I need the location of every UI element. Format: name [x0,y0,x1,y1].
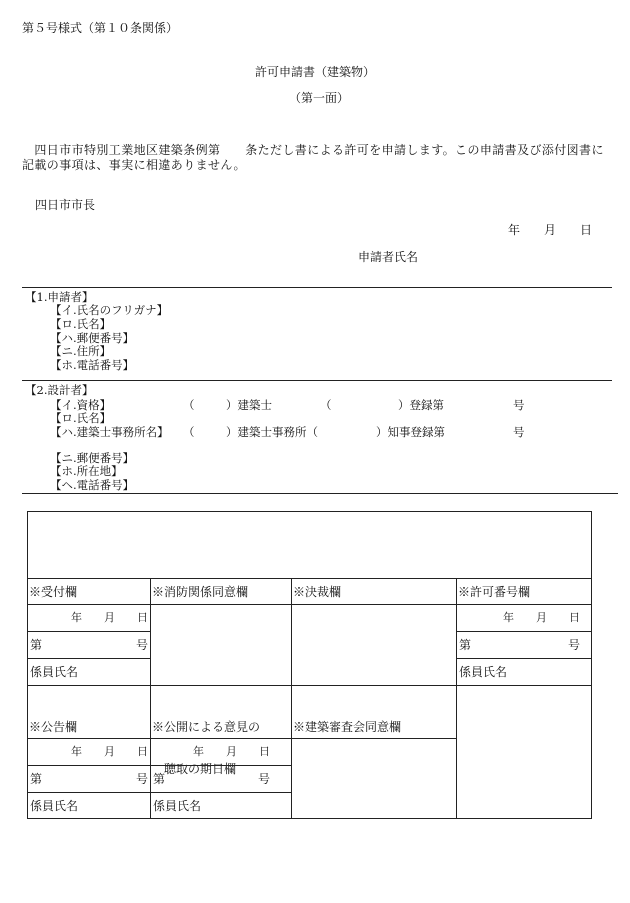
hearing-date-staff: 係員氏名 [150,792,292,819]
public-notice-number [27,765,151,793]
review-board-title: ※建築審査会同意欄 [293,720,402,734]
review-board-header [291,685,457,739]
hearing-date-title-line-2: 聴取の期日欄 [164,762,237,776]
hearing-date-number-suffix: 号 [257,772,270,786]
application-date: 年 月 日 [508,223,593,237]
permit-lower-blank [456,685,592,819]
applicant-heading: 【1.申請者】 [25,290,94,304]
public-notice-staff: 係員氏名 [27,792,151,819]
qualification-kenchikushi: ）建築士 [226,398,272,412]
public-notice-header [27,685,151,739]
office-use-table [27,511,592,819]
applicant-postal-label: 【ハ.郵便番号】 [50,331,135,345]
designer-postal-label: 【ニ.郵便番号】 [50,451,135,465]
fire-consent-field [150,604,292,686]
statement-line-2: 記載の事項は、事実に相違ありません。 [22,158,246,172]
reception-number-suffix: 号 [135,638,148,652]
designer-heading: 【2.設計者】 [25,383,94,397]
decision-header: ※決裁欄 [291,578,457,605]
page-label: （第一面） [289,91,350,105]
applicant-furigana-label: 【イ.氏名のフリガナ】 [50,303,169,317]
reception-number [27,631,151,659]
divider-3 [22,493,618,494]
reception-staff: 係員氏名 [27,658,151,686]
public-notice-number-prefix: 第 [30,772,43,786]
addressee: 四日市市長 [35,198,96,212]
public-notice-date: 年 月 日 [27,738,151,766]
office-use-top-blank [27,511,592,579]
applicant-phone-label: 【ホ.電話番号】 [50,358,135,372]
designer-name-label: 【ロ.氏名】 [50,411,112,425]
qualification-open-paren-2: （ [320,398,332,412]
permit-number-header: ※許可番号欄 [456,578,592,605]
decision-field [291,604,457,686]
hearing-date-date: 年 月 日 [150,738,292,766]
office-open-paren: （ [183,425,195,439]
applicant-address-label: 【ニ.住所】 [50,344,112,358]
fire-consent-header: ※消防関係同意欄 [150,578,292,605]
reception-number-prefix: 第 [30,638,43,652]
designer-office-label: 【ハ.建築士事務所名】 [50,425,169,439]
permit-number-suffix: 号 [567,638,580,652]
divider-1 [22,287,612,288]
form-number: 第５号様式（第１０条関係） [22,21,179,35]
designer-phone-label: 【ヘ.電話番号】 [50,478,135,492]
office-registration: ）知事登録第 [376,425,445,439]
permit-number-prefix: 第 [459,638,472,652]
public-notice-title: ※公告欄 [29,720,78,734]
reception-date: 年 月 日 [27,604,151,632]
reception-header: ※受付欄 [27,578,151,605]
hearing-date-title-line-1: ※公開による意見の [152,720,261,734]
hearing-date-number [150,765,292,793]
qualification-open-paren: （ [183,398,195,412]
office-number-suffix: 号 [513,425,525,439]
qualification-registration: ）登録第 [398,398,444,412]
statement-line-1: 四日市市特別工業地区建築条例第 条ただし書による許可を申請します。この申請書及び添付図書に [22,143,604,157]
permit-staff: 係員氏名 [456,658,592,686]
review-board-field [291,738,457,819]
form-title: 許可申請書（建築物） [255,65,376,79]
hearing-date-number-prefix: 第 [153,772,166,786]
public-notice-number-suffix: 号 [135,772,148,786]
permit-date: 年 月 日 [456,604,592,632]
designer-location-label: 【ホ.所在地】 [50,464,123,478]
office-type: ）建築士事務所（ [226,425,318,439]
applicant-name-label: 申請者氏名 [358,250,419,264]
qualification-number-suffix: 号 [513,398,525,412]
divider-2 [22,380,612,381]
permit-number [456,631,592,659]
applicant-name-field-label: 【ロ.氏名】 [50,317,112,331]
designer-qualification-label: 【イ.資格】 [50,398,112,412]
